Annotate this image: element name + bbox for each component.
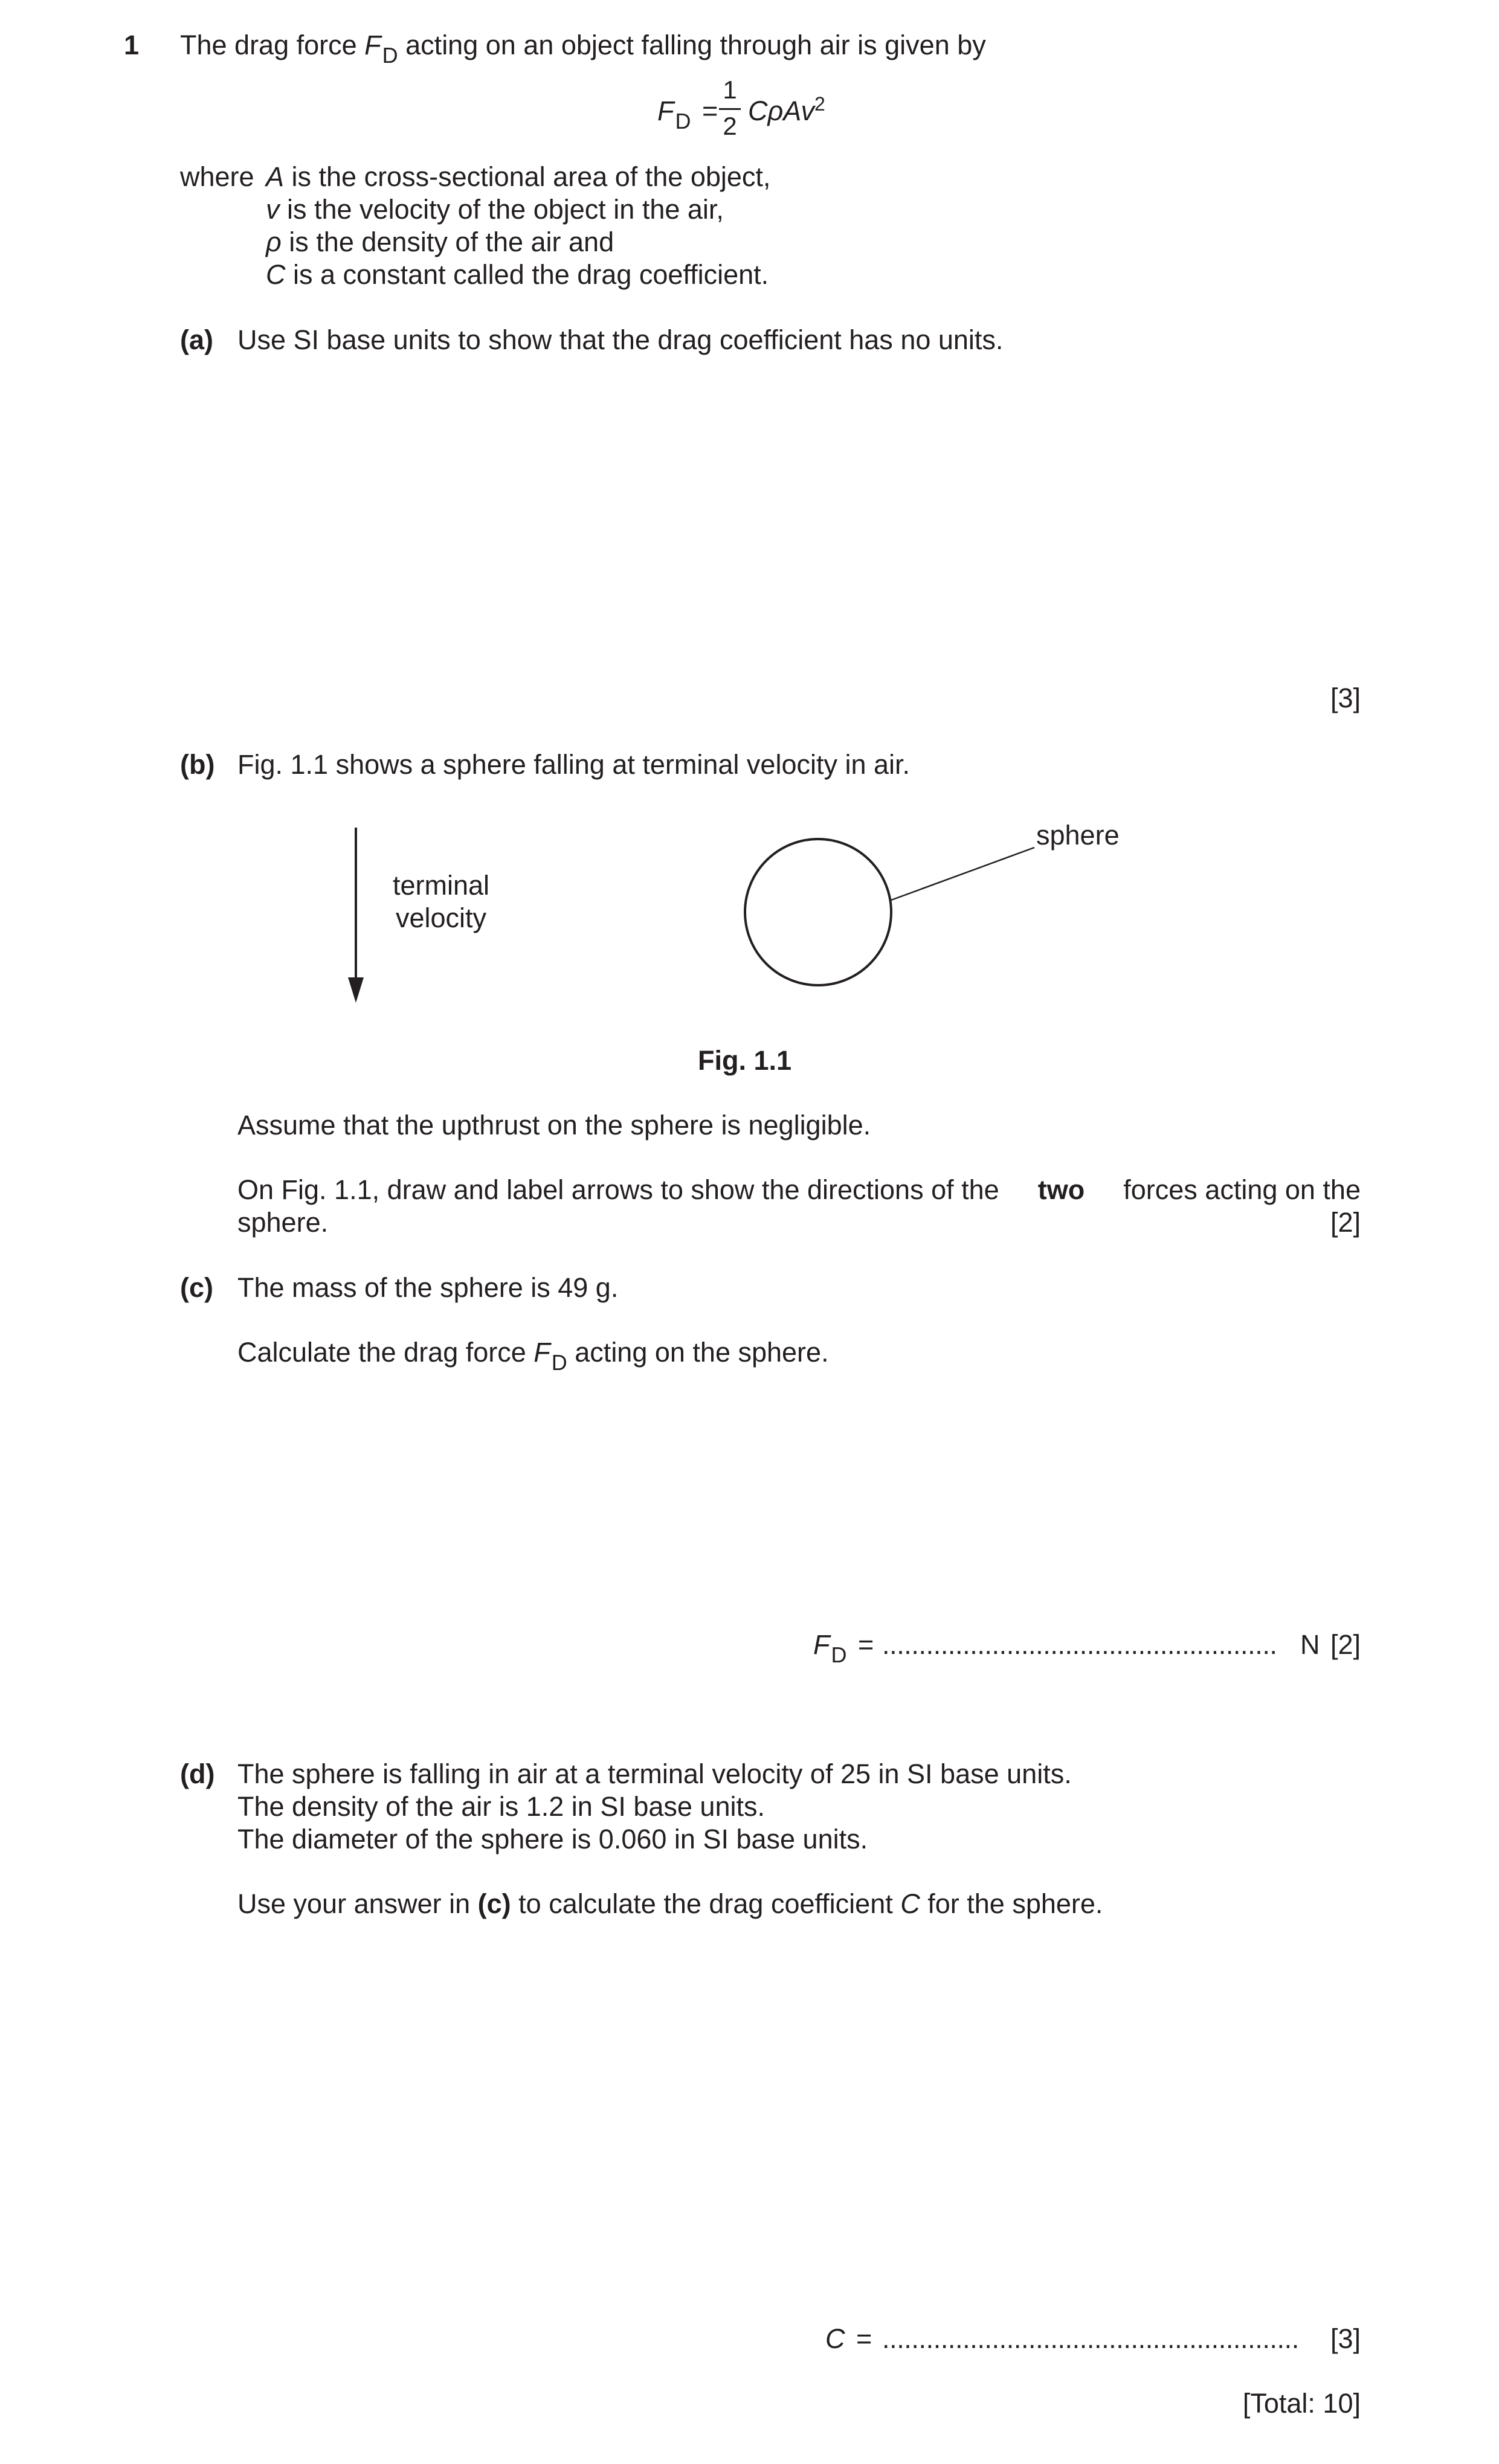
where-sym-rho: ρ bbox=[266, 227, 282, 257]
arrow-label-velocity: velocity bbox=[396, 902, 487, 933]
part-c-answer-label bbox=[813, 1629, 874, 1667]
part-b-marks: [2] bbox=[1330, 1207, 1361, 1238]
intro-after: acting on an object falling through air is given by bbox=[398, 30, 986, 60]
part-d-answer-equals: = bbox=[856, 2323, 872, 2354]
part-d-answer-C: C bbox=[825, 2323, 845, 2354]
question-number: 1 bbox=[124, 30, 140, 60]
where-sym-C: C bbox=[266, 259, 286, 290]
where-text-C: is a constant called the drag coefficient. bbox=[285, 259, 769, 290]
terminal-velocity-arrowhead bbox=[348, 977, 364, 1003]
intro-D: D bbox=[382, 43, 398, 68]
part-c-answer-D: D bbox=[831, 1642, 847, 1667]
eq-equals: = bbox=[702, 95, 718, 126]
eq-exp: 2 bbox=[814, 93, 825, 115]
eq-numerator: 1 bbox=[723, 76, 737, 104]
part-d-use-C: C bbox=[900, 1888, 920, 1919]
part-c-label: (c) bbox=[180, 1272, 213, 1303]
part-c-calc-before: Calculate the drag force bbox=[237, 1337, 534, 1368]
part-c-text: The mass of the sphere is 49 g. bbox=[237, 1272, 619, 1303]
eq-A: A bbox=[783, 95, 801, 126]
part-c-marks: [2] bbox=[1330, 1629, 1361, 1660]
eq-F: F bbox=[657, 95, 674, 126]
eq-v: v bbox=[801, 95, 814, 126]
part-c-answer-line[interactable]: ...................................................... bbox=[882, 1629, 1277, 1660]
part-b-assume: Assume that the upthrust on the sphere is negligible. bbox=[237, 1110, 871, 1140]
part-c-answer-equals: = bbox=[858, 1629, 874, 1660]
part-c-calc-after: acting on the sphere. bbox=[567, 1337, 829, 1368]
part-d-line1: The sphere is falling in air at a terminal velocity of 25 in SI base units. bbox=[237, 1758, 1072, 1789]
part-b-instruction-line2: sphere. bbox=[237, 1207, 329, 1238]
part-b-instruction-line1 bbox=[237, 1176, 1361, 1203]
part-d-use bbox=[237, 1890, 1103, 1917]
intro-before: The drag force bbox=[180, 30, 365, 60]
part-b-label: (b) bbox=[180, 749, 215, 780]
sphere-circle bbox=[745, 839, 891, 985]
part-d-answer-line[interactable]: ......................................................... bbox=[882, 2323, 1299, 2354]
intro-F: F bbox=[364, 30, 381, 60]
part-d-use-bold: (c) bbox=[477, 1888, 511, 1919]
eq-D: D bbox=[675, 109, 691, 133]
eq-rho: ρ bbox=[767, 95, 784, 126]
part-d-label: (d) bbox=[180, 1758, 215, 1789]
total-marks: [Total: 10] bbox=[1242, 2388, 1361, 2419]
part-a-marks: [3] bbox=[1330, 683, 1361, 713]
part-d-line2: The density of the air is 1.2 in SI base units. bbox=[237, 1791, 765, 1822]
part-a-text: Use SI base units to show that the drag coefficient has no units. bbox=[237, 324, 1004, 355]
part-c-answer-unit: N bbox=[1300, 1629, 1320, 1660]
part-a-label: (a) bbox=[180, 324, 213, 355]
part-b-instruction-part1: On Fig. 1.1, draw and label arrows to show the directions of the bbox=[237, 1174, 999, 1205]
part-d-answer-label bbox=[825, 2325, 872, 2352]
part-c-calc bbox=[237, 1337, 829, 1375]
where-sym-A: A bbox=[266, 161, 285, 192]
part-d-use-after: for the sphere. bbox=[920, 1888, 1103, 1919]
where-text-A: is the cross-sectional area of the object, bbox=[284, 161, 771, 192]
where-word: where bbox=[180, 161, 254, 192]
eq-denominator: 2 bbox=[723, 112, 737, 140]
where-text-rho: is the density of the air and bbox=[281, 227, 614, 257]
part-d-use-before: Use your answer in bbox=[237, 1888, 478, 1919]
where-sym-v: v bbox=[266, 194, 280, 225]
where-text-v: is the velocity of the object in the air, bbox=[279, 194, 724, 225]
part-d-use-middle: to calculate the drag coefficient bbox=[511, 1888, 901, 1919]
figure-caption: Fig. 1.1 bbox=[698, 1045, 792, 1076]
arrow-label-terminal: terminal bbox=[393, 870, 490, 901]
sphere-label: sphere bbox=[1036, 820, 1120, 851]
part-d-line3: The diameter of the sphere is 0.060 in SI base units. bbox=[237, 1824, 868, 1854]
part-b-text: Fig. 1.1 shows a sphere falling at terminal velocity in air. bbox=[237, 749, 911, 780]
part-d-marks: [3] bbox=[1330, 2323, 1361, 2354]
sphere-label-line bbox=[891, 848, 1034, 900]
part-c-calc-F: F bbox=[534, 1337, 550, 1368]
eq-C: C bbox=[748, 95, 768, 126]
part-b-instruction-bold: two bbox=[1037, 1174, 1085, 1205]
part-c-answer-F: F bbox=[813, 1629, 830, 1660]
part-b-instruction-part2: forces acting on the bbox=[1123, 1174, 1361, 1205]
part-c-calc-D: D bbox=[551, 1350, 567, 1375]
